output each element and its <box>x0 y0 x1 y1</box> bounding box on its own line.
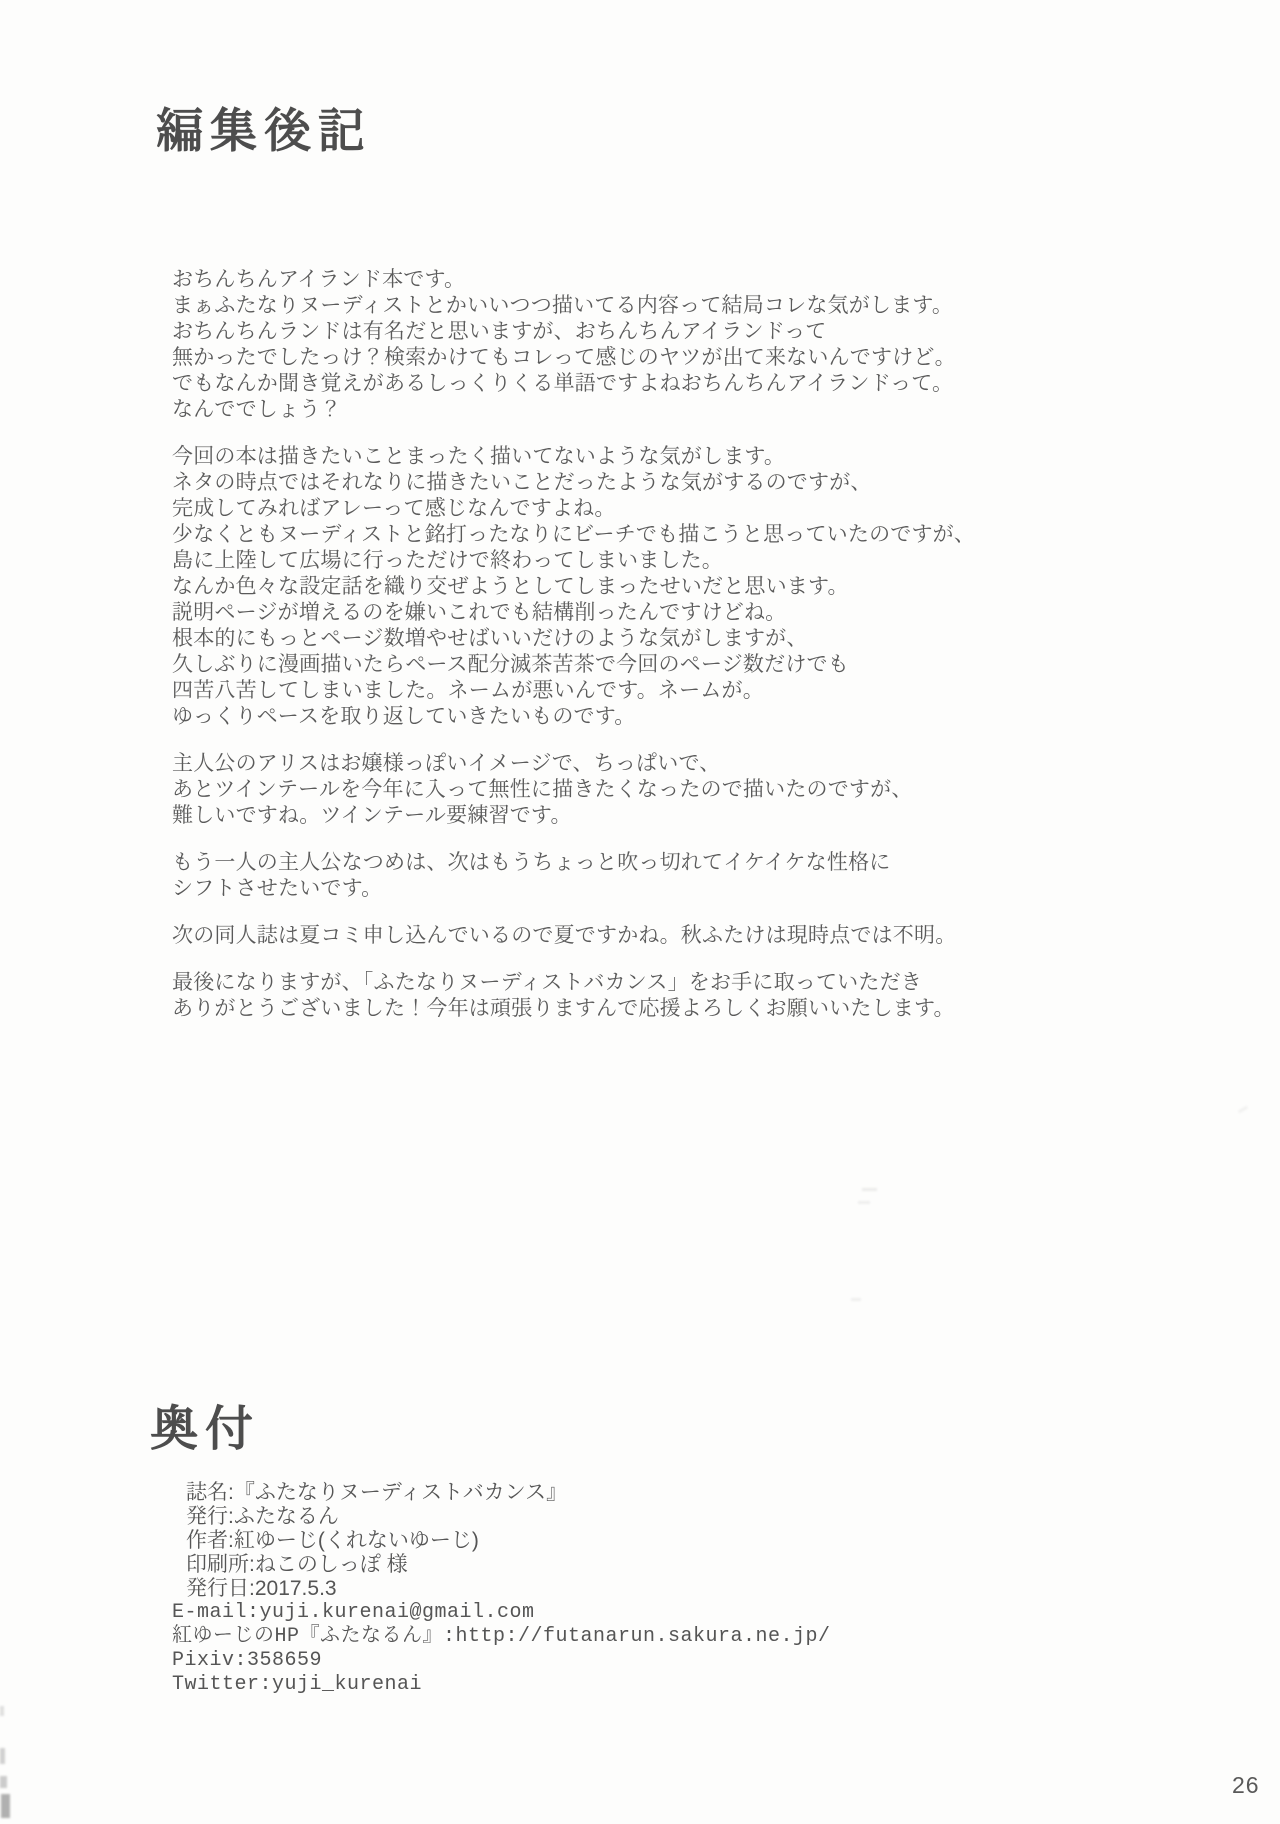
scan-artifact <box>1 1794 10 1818</box>
colophon-line: E-mail:yuji.kurenai@gmail.com <box>172 1601 535 1624</box>
afterword-paragraph <box>172 923 1052 949</box>
scan-artifact <box>1238 1106 1248 1114</box>
afterword-text-line: シフトさせたいです。 <box>172 877 383 900</box>
afterword-text-line: 無かったでしたっけ？検索かけてもコレって感じのヤツが出て来ないんですけど。 <box>172 346 956 369</box>
colophon-line: 発行日:2017.5.3 <box>186 1577 337 1600</box>
afterword-text-line: 説明ページが増えるのを嫌いこれでも結構削ったんですけどね。 <box>172 601 787 624</box>
colophon-line: Pixiv:358659 <box>172 1649 323 1672</box>
scan-artifact <box>0 1748 5 1764</box>
afterword-text-line: おちんちんランドは有名だと思いますが、おちんちんアイランドって <box>172 320 827 343</box>
colophon-body <box>172 1481 831 1697</box>
afterword-text-line: ゆっくりペースを取り返していきたいものです。 <box>172 705 636 728</box>
afterword-paragraph <box>172 970 1052 1022</box>
afterword-text-line: 次の同人誌は夏コミ申し込んでいるので夏ですかね。秋ふたけは現時点では不明。 <box>172 924 957 947</box>
afterword-text-line: ありがとうございました！今年は頑張りますんで応援よろしくお願いいたします。 <box>172 997 955 1020</box>
afterword-text-line: 久しぶりに漫画描いたらペース配分滅茶苦茶で今回のページ数だけでも <box>172 653 849 676</box>
scan-artifact <box>0 1706 4 1716</box>
page-number: 26 <box>1232 1772 1260 1798</box>
afterword-text-line: おちんちんアイランド本です。 <box>172 268 466 291</box>
afterword-text-line: あとツインテールを今年に入って無性に描きたくなったので描いたのですが、 <box>172 778 913 801</box>
colophon-line: 発行:ふたなるん <box>186 1505 339 1528</box>
afterword-paragraph <box>172 267 1052 423</box>
afterword-text-line: 最後になりますが、「ふたなりヌーディストバカンス」をお手に取っていただき <box>172 971 922 994</box>
colophon-line: 作者:紅ゆーじ(くれないゆーじ) <box>186 1529 479 1552</box>
afterword-text-line: ネタの時点ではそれなりに描きたいことだったような気がするのですが、 <box>172 471 872 494</box>
afterword-text-line: まぁふたなりヌーディストとかいいつつ描いてる内容って結局コレな気がします。 <box>172 294 954 317</box>
afterword-paragraph <box>172 444 1052 730</box>
colophon-line: 印刷所:ねこのしっぽ 様 <box>186 1553 408 1576</box>
afterword-text-line: 難しいですね。ツインテール要練習です。 <box>172 804 572 827</box>
afterword-paragraph <box>172 850 1052 902</box>
colophon-line: 紅ゆーじのHP『ふたなるん』:http://futanarun.sakura.ne.jp/ <box>172 1625 831 1648</box>
scan-artifact <box>862 1188 877 1191</box>
afterword-text-line: でもなんか聞き覚えがあるしっくりくる単語ですよねおちんちんアイランドって。 <box>172 372 954 395</box>
afterword-body <box>172 267 1052 1043</box>
scan-artifact <box>0 1776 7 1788</box>
afterword-text-line: 完成してみればアレーって感じなんですよね。 <box>172 497 616 520</box>
scan-artifact <box>851 1298 861 1301</box>
afterword-heading: 編集後記 <box>156 104 372 157</box>
colophon-line: 誌名:『ふたなりヌーディストバカンス』 <box>186 1481 568 1504</box>
colophon-line: Twitter:yuji_kurenai <box>172 1673 423 1696</box>
afterword-text-line: なんででしょう？ <box>172 398 342 421</box>
afterword-text-line: 主人公のアリスはお嬢様っぽいイメージで、ちっぱいで、 <box>172 752 721 775</box>
afterword-text-line: 今回の本は描きたいことまったく描いてないような気がします。 <box>172 445 786 468</box>
afterword-text-line: なんか色々な設定話を織り交ぜようとしてしまったせいだと思います。 <box>172 575 849 598</box>
afterword-text-line: 島に上陸して広場に行っただけで終わってしまいました。 <box>172 549 723 572</box>
afterword-text-line: 根本的にもっとページ数増やせばいいだけのような気がしますが、 <box>172 627 808 650</box>
afterword-text-line: 少なくともヌーディストと銘打ったなりにビーチでも描こうと思っていたのですが、 <box>172 523 976 546</box>
scan-artifact <box>858 1201 870 1204</box>
afterword-text-line: もう一人の主人公なつめは、次はもうちょっと吹っ切れてイケイケな性格に <box>172 851 891 874</box>
afterword-paragraph <box>172 751 1052 829</box>
afterword-text-line: 四苦八苦してしまいました。ネームが悪いんです。ネームが。 <box>172 679 764 702</box>
colophon-heading: 奥付 <box>150 1403 261 1456</box>
